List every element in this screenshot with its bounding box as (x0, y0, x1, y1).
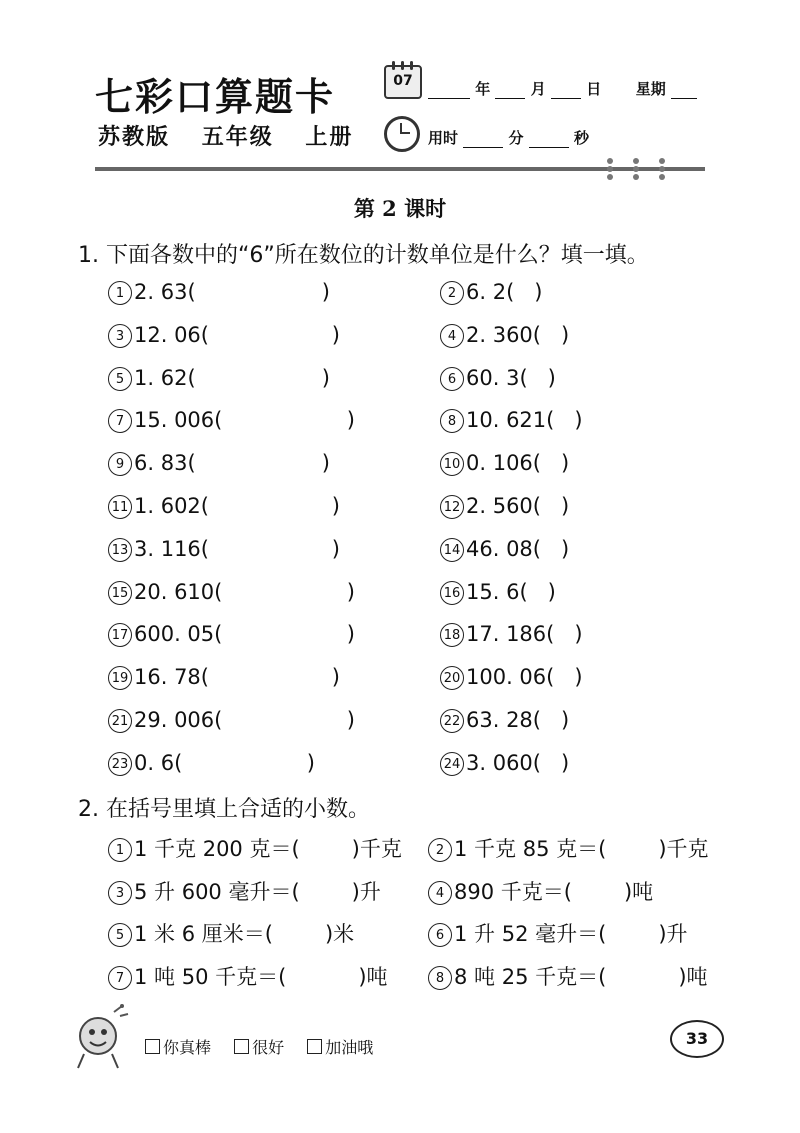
close-paren: ) (331, 494, 340, 518)
close-paren: ) (306, 750, 315, 775)
time-label: 用时 (428, 129, 459, 147)
month-blank[interactable] (495, 84, 525, 99)
decimal-number: 60. 3 (466, 365, 520, 390)
year-blank[interactable] (428, 84, 470, 99)
close-paren: ) (331, 536, 340, 561)
q1-item (108, 708, 355, 733)
close-paren: ) (561, 750, 570, 775)
decimal-number: 29. 006 (134, 708, 215, 732)
open-paren: ( (214, 408, 223, 433)
open-paren: ( (506, 280, 515, 304)
open-paren: ( (532, 494, 541, 518)
item-number-badge: 23 (108, 752, 132, 776)
month-label: 月 (530, 80, 546, 98)
open-paren: ( (519, 365, 528, 390)
close-paren: ) (561, 451, 570, 476)
close-paren: ) (547, 579, 556, 604)
decimal-number: 6. 2 (466, 280, 507, 304)
seconds-label: 秒 (573, 129, 589, 147)
item-number-badge: 2 (428, 838, 452, 862)
item-number-badge: 16 (440, 581, 464, 605)
day-blank[interactable] (551, 84, 581, 99)
item-number-badge: 22 (440, 709, 464, 733)
result-unit: )吨 (623, 879, 654, 904)
item-number-badge: 7 (108, 966, 132, 990)
open-paren: ( (200, 665, 209, 690)
open-paren: ( (532, 750, 541, 775)
q1-item (108, 280, 330, 305)
q2-item (108, 961, 388, 991)
q1-item (440, 665, 583, 690)
q1-item (108, 366, 330, 391)
q2-item (428, 918, 688, 948)
rating-option-good[interactable]: 很好 (234, 1038, 284, 1057)
lesson-title: 第 2 课时 (353, 196, 447, 221)
close-paren: ) (574, 408, 583, 433)
open-paren: ( (174, 750, 183, 775)
q1-item (108, 580, 355, 605)
date-fields (428, 78, 697, 99)
q1-item (440, 751, 569, 776)
item-number-badge: 6 (440, 367, 464, 391)
close-paren: ) (346, 708, 355, 732)
q1-item (108, 537, 340, 562)
q1-item (108, 323, 340, 348)
seconds-blank[interactable] (529, 133, 569, 148)
item-number-badge: 5 (108, 367, 132, 391)
close-paren: ) (574, 622, 583, 647)
decimal-number: 1. 62 (134, 365, 188, 390)
item-number-badge: 17 (108, 623, 132, 647)
decimal-number: 12. 06 (134, 322, 201, 347)
bead-decoration (608, 158, 612, 180)
q1-item (440, 622, 583, 647)
close-paren: ) (547, 365, 556, 390)
q1-item (108, 665, 340, 690)
conversion-expression: 890 千克＝( (454, 879, 572, 904)
result-unit: )千克 (351, 837, 402, 861)
brand-logo: 七彩口算题卡 (95, 74, 336, 119)
item-number-badge: 3 (108, 324, 132, 348)
item-number-badge: 9 (108, 452, 132, 476)
decimal-number: 10. 621 (466, 408, 547, 433)
page-number: 33 (670, 1020, 724, 1058)
header-divider (95, 167, 705, 171)
item-number-badge: 7 (108, 409, 132, 433)
item-number-badge: 8 (428, 966, 452, 990)
item-number-badge: 18 (440, 623, 464, 647)
item-number-badge: 24 (440, 752, 464, 776)
decimal-number: 15. 006 (134, 408, 215, 433)
q1-item (440, 323, 569, 348)
open-paren: ( (546, 665, 555, 690)
close-paren: ) (346, 408, 355, 433)
item-number-badge: 2 (440, 281, 464, 305)
q2-item (428, 961, 708, 991)
decimal-number: 3. 116 (134, 536, 201, 561)
q2-item (108, 918, 354, 948)
item-number-badge: 12 (440, 495, 464, 519)
q1-item (440, 408, 583, 433)
item-number-badge: 4 (428, 881, 452, 905)
result-unit: )升 (658, 922, 688, 946)
close-paren: ) (561, 494, 570, 518)
checkbox-icon (307, 1039, 322, 1054)
conversion-expression: 1 米 6 厘米＝( (134, 922, 273, 946)
time-fields (428, 127, 589, 148)
q1-item (440, 280, 542, 305)
decimal-number: 2. 560 (466, 494, 533, 518)
decimal-number: 46. 08 (466, 536, 533, 561)
edition-line (98, 120, 375, 151)
q1-item (440, 580, 556, 605)
open-paren: ( (187, 451, 196, 476)
open-paren: ( (532, 536, 541, 561)
item-number-badge: 14 (440, 538, 464, 562)
q1-item (440, 451, 569, 476)
rating-option-keep-going[interactable]: 加油哦 (307, 1038, 373, 1057)
weekday-label: 星期 (635, 80, 666, 98)
result-unit: )吨 (678, 964, 708, 989)
decimal-number: 2. 63 (134, 280, 188, 304)
q1-item (108, 451, 330, 476)
q1-item (108, 408, 355, 433)
close-paren: ) (574, 665, 583, 690)
day-label: 日 (586, 80, 602, 98)
open-paren: ( (200, 322, 209, 347)
decimal-number: 63. 28 (466, 708, 533, 732)
q1-item (440, 366, 556, 391)
open-paren: ( (187, 280, 196, 304)
conversion-expression: 5 升 600 毫升＝( (134, 879, 300, 904)
close-paren: ) (321, 451, 330, 476)
open-paren: ( (214, 708, 223, 732)
checkbox-icon (234, 1039, 249, 1054)
edition: 苏教版 (98, 125, 171, 150)
item-number-badge: 13 (108, 538, 132, 562)
item-number-badge: 15 (108, 581, 132, 605)
calendar-number: 07 (393, 73, 413, 89)
year-label: 年 (475, 80, 491, 98)
mascot-icon (70, 1002, 130, 1072)
minutes-blank[interactable] (463, 133, 503, 148)
item-number-badge: 11 (108, 495, 132, 519)
decimal-number: 16. 78 (134, 665, 201, 690)
close-paren: ) (561, 536, 570, 561)
decimal-number: 0. 106 (466, 451, 533, 476)
grade: 五年级 (201, 125, 274, 150)
q2-item (428, 833, 709, 863)
close-paren: ) (346, 622, 355, 647)
q1-item (108, 494, 340, 519)
decimal-number: 100. 06 (466, 665, 547, 690)
open-paren: ( (546, 622, 555, 647)
question-1-title: 1. 下面各数中的“6”所在数位的计数单位是什么？填一填。 (78, 243, 649, 268)
q2-item (428, 876, 653, 906)
close-paren: ) (561, 322, 570, 347)
open-paren: ( (200, 536, 209, 561)
q1-item (440, 537, 569, 562)
bead-decoration (634, 158, 638, 180)
volume: 上册 (305, 125, 354, 150)
q2-item (108, 833, 402, 863)
item-number-badge: 4 (440, 324, 464, 348)
conversion-expression: 1 千克 85 克＝( (454, 837, 607, 861)
item-number-badge: 1 (108, 838, 132, 862)
item-number-badge: 6 (428, 923, 452, 947)
open-paren: ( (187, 365, 196, 390)
decimal-number: 1. 602 (134, 494, 201, 518)
conversion-expression: 8 吨 25 千克＝( (454, 964, 607, 989)
close-paren: ) (561, 708, 570, 732)
weekday-blank[interactable] (671, 84, 697, 99)
result-unit: )千克 (658, 837, 709, 861)
q1-item (440, 708, 569, 733)
bead-decoration (660, 158, 664, 180)
decimal-number: 20. 610 (134, 579, 215, 604)
open-paren: ( (532, 708, 541, 732)
item-number-badge: 8 (440, 409, 464, 433)
close-paren: ) (534, 280, 543, 304)
rating-option-great[interactable]: 你真棒 (145, 1038, 211, 1057)
result-unit: )米 (324, 922, 355, 946)
open-paren: ( (546, 408, 555, 433)
calendar-icon (384, 65, 422, 99)
close-paren: ) (346, 579, 355, 604)
q1-item (108, 751, 315, 776)
item-number-badge: 20 (440, 666, 464, 690)
conversion-expression: 1 吨 50 千克＝( (134, 964, 287, 989)
close-paren: ) (331, 665, 340, 690)
minutes-label: 分 (508, 129, 524, 147)
open-paren: ( (519, 579, 528, 604)
conversion-expression: 1 千克 200 克＝( (134, 837, 300, 861)
item-number-badge: 19 (108, 666, 132, 690)
decimal-number: 600. 05 (134, 622, 215, 647)
decimal-number: 3. 060 (466, 750, 533, 775)
item-number-badge: 5 (108, 923, 132, 947)
decimal-number: 15. 6 (466, 579, 520, 604)
checkbox-icon (145, 1039, 160, 1054)
decimal-number: 0. 6 (134, 750, 175, 775)
item-number-badge: 1 (108, 281, 132, 305)
result-unit: )升 (351, 879, 381, 904)
item-number-badge: 21 (108, 709, 132, 733)
q1-item (440, 494, 569, 519)
open-paren: ( (532, 451, 541, 476)
open-paren: ( (214, 579, 223, 604)
close-paren: ) (321, 280, 330, 304)
close-paren: ) (331, 322, 340, 347)
question-2-title: 2. 在括号里填上合适的小数。 (78, 797, 370, 822)
decimal-number: 2. 360 (466, 322, 533, 347)
open-paren: ( (214, 622, 223, 647)
open-paren: ( (532, 322, 541, 347)
clock-icon (384, 116, 420, 152)
conversion-expression: 1 升 52 毫升＝( (454, 922, 607, 946)
result-unit: )吨 (358, 964, 388, 989)
rating-options (145, 1035, 391, 1058)
decimal-number: 6. 83 (134, 451, 188, 476)
decimal-number: 17. 186 (466, 622, 547, 647)
q2-item (108, 876, 381, 906)
open-paren: ( (200, 494, 209, 518)
item-number-badge: 3 (108, 881, 132, 905)
close-paren: ) (321, 365, 330, 390)
item-number-badge: 10 (440, 452, 464, 476)
q1-item (108, 622, 355, 647)
